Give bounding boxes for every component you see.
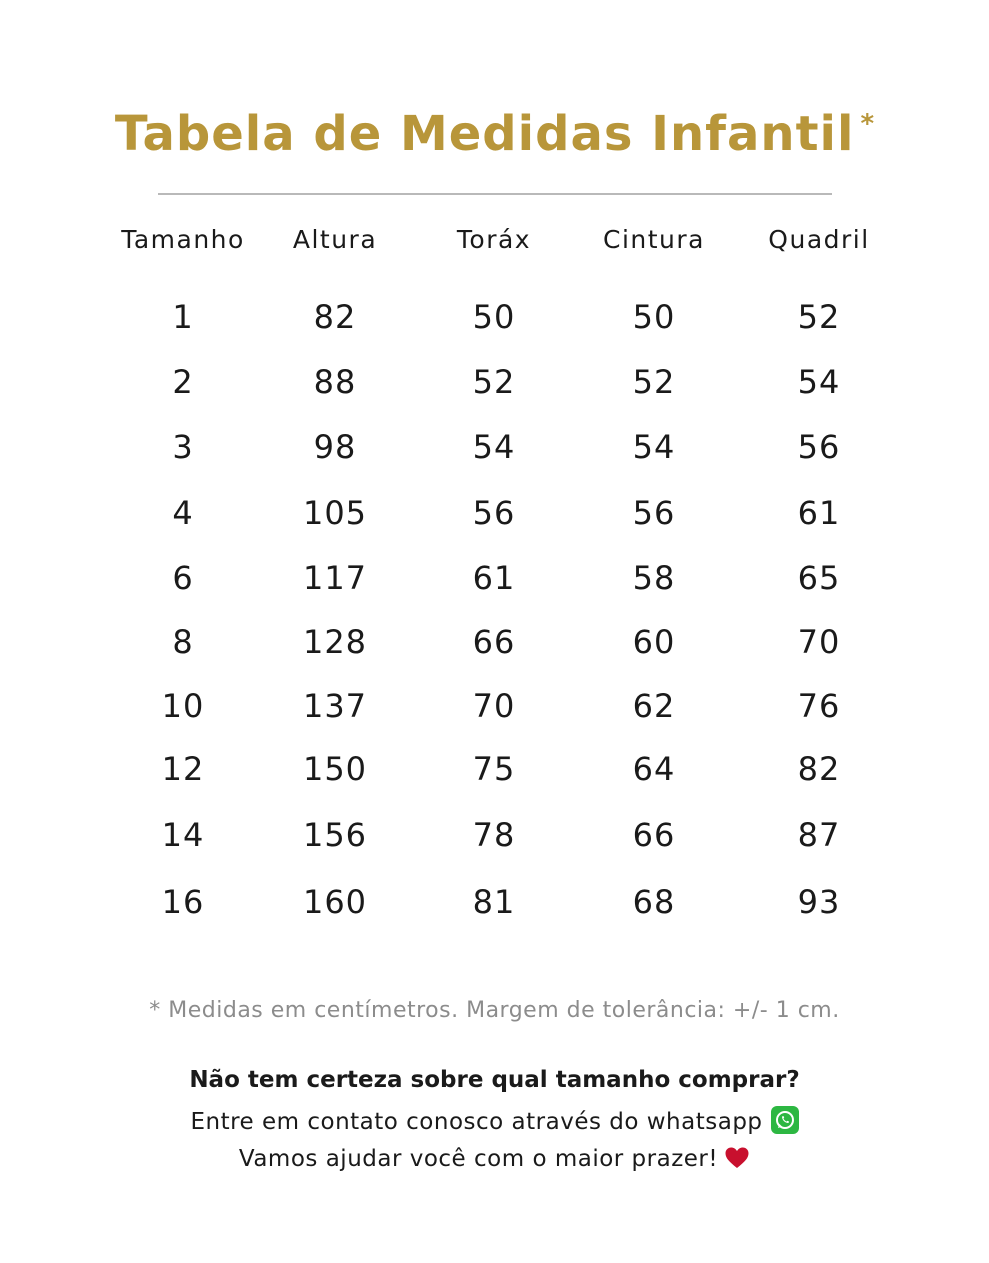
cell-quadril: 87 bbox=[797, 816, 841, 854]
cell-altura: 98 bbox=[313, 428, 357, 466]
cell-cintura: 56 bbox=[632, 494, 676, 532]
header-tamanho: Tamanho bbox=[121, 225, 245, 254]
table-row bbox=[0, 298, 989, 338]
help-question: Não tem certeza sobre qual tamanho comprar? bbox=[189, 1067, 800, 1093]
cell-cintura: 58 bbox=[632, 559, 676, 597]
cell-quadril: 76 bbox=[797, 687, 841, 725]
table-row bbox=[0, 559, 989, 599]
cell-altura: 82 bbox=[313, 298, 357, 336]
cell-cintura: 66 bbox=[632, 816, 676, 854]
cell-tamanho: 10 bbox=[161, 687, 205, 725]
page-title: Tabela de Medidas Infantil bbox=[114, 106, 855, 162]
cell-torax: 70 bbox=[472, 687, 516, 725]
cell-altura: 156 bbox=[302, 816, 368, 854]
cell-torax: 56 bbox=[472, 494, 516, 532]
page-title-row bbox=[0, 106, 989, 162]
heart-icon bbox=[724, 1146, 750, 1176]
help-text: Vamos ajudar você com o maior prazer! bbox=[238, 1146, 719, 1172]
cell-quadril: 93 bbox=[797, 883, 841, 921]
cell-torax: 78 bbox=[472, 816, 516, 854]
cell-cintura: 68 bbox=[632, 883, 676, 921]
table-row bbox=[0, 883, 989, 923]
cell-torax: 52 bbox=[472, 363, 516, 401]
cell-torax: 75 bbox=[472, 750, 516, 788]
cell-quadril: 56 bbox=[797, 428, 841, 466]
cell-tamanho: 12 bbox=[161, 750, 205, 788]
cell-cintura: 52 bbox=[632, 363, 676, 401]
table-header-row bbox=[0, 225, 989, 265]
table-row bbox=[0, 687, 989, 727]
header-cintura: Cintura bbox=[603, 225, 705, 254]
cell-altura: 128 bbox=[302, 623, 368, 661]
table-row bbox=[0, 750, 989, 790]
title-asterisk: * bbox=[860, 109, 875, 139]
header-quadril: Quadril bbox=[768, 225, 870, 254]
title-divider bbox=[158, 193, 832, 195]
cell-torax: 81 bbox=[472, 883, 516, 921]
cell-altura: 137 bbox=[302, 687, 368, 725]
cell-quadril: 54 bbox=[797, 363, 841, 401]
whatsapp-icon bbox=[771, 1106, 799, 1134]
cell-altura: 117 bbox=[302, 559, 368, 597]
cell-cintura: 64 bbox=[632, 750, 676, 788]
cell-cintura: 60 bbox=[632, 623, 676, 661]
cell-tamanho: 6 bbox=[172, 559, 194, 597]
cell-tamanho: 1 bbox=[172, 298, 194, 336]
cell-torax: 54 bbox=[472, 428, 516, 466]
cell-tamanho: 8 bbox=[172, 623, 194, 661]
measurement-footnote: * Medidas em centímetros. Margem de tolerância: +/- 1 cm. bbox=[149, 998, 840, 1023]
cell-quadril: 82 bbox=[797, 750, 841, 788]
table-row bbox=[0, 363, 989, 403]
cell-tamanho: 3 bbox=[172, 428, 194, 466]
cell-cintura: 62 bbox=[632, 687, 676, 725]
cell-quadril: 65 bbox=[797, 559, 841, 597]
table-row bbox=[0, 816, 989, 856]
cell-altura: 150 bbox=[302, 750, 368, 788]
cell-quadril: 61 bbox=[797, 494, 841, 532]
cell-altura: 105 bbox=[302, 494, 368, 532]
cell-cintura: 54 bbox=[632, 428, 676, 466]
cell-tamanho: 2 bbox=[172, 363, 194, 401]
cell-tamanho: 14 bbox=[161, 816, 205, 854]
cell-tamanho: 16 bbox=[161, 883, 205, 921]
table-row bbox=[0, 623, 989, 663]
table-row bbox=[0, 494, 989, 534]
cell-torax: 50 bbox=[472, 298, 516, 336]
contact-line bbox=[0, 1106, 989, 1135]
cell-tamanho: 4 bbox=[172, 494, 194, 532]
header-altura: Altura bbox=[292, 225, 378, 254]
help-line bbox=[0, 1146, 989, 1176]
cell-altura: 88 bbox=[313, 363, 357, 401]
header-torax: Toráx bbox=[456, 225, 532, 254]
cell-torax: 61 bbox=[472, 559, 516, 597]
cell-quadril: 52 bbox=[797, 298, 841, 336]
cell-torax: 66 bbox=[472, 623, 516, 661]
cell-quadril: 70 bbox=[797, 623, 841, 661]
contact-text: Entre em contato conosco através do whatsapp bbox=[190, 1109, 763, 1135]
cell-cintura: 50 bbox=[632, 298, 676, 336]
table-row bbox=[0, 428, 989, 468]
cell-altura: 160 bbox=[302, 883, 368, 921]
